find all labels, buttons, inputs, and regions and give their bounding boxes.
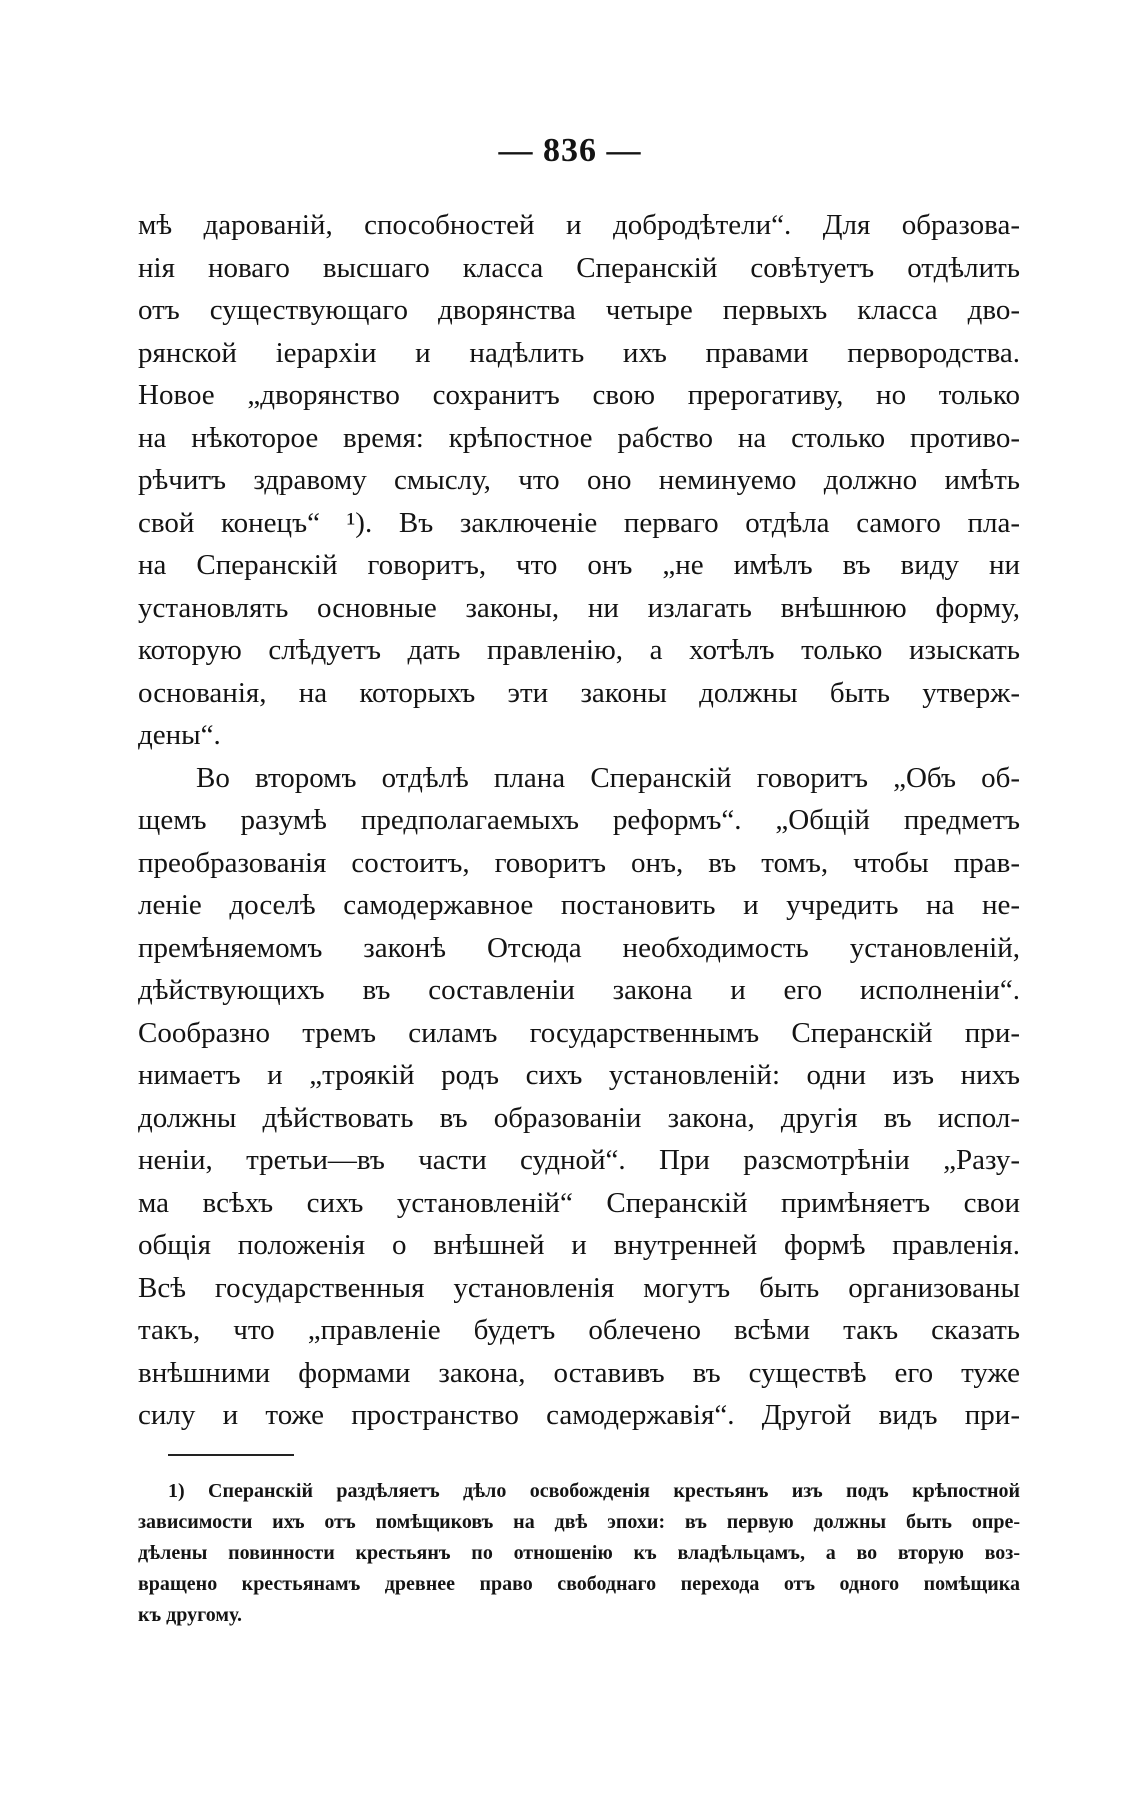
page-number: — 836 — (498, 132, 642, 169)
text-line: основанія, на которыхъ эти законы должны быть утверж- (138, 676, 1020, 709)
text-line: свой конецъ“ ¹). Въ заключеніе перваго отдѣла самого пла- (138, 506, 1020, 539)
text-line: Всѣ государственныя установленія могутъ быть организованы (138, 1271, 1020, 1304)
text-line: Новое „дворянство сохранитъ свою прерогативу, но только (138, 379, 1020, 411)
text-line: силу и тоже пространство самодержавія“. Другой видъ при- (138, 1399, 1020, 1431)
text-line: дены“. (138, 719, 221, 751)
footnote-line: зависимости ихъ отъ помѣщиковъ на двѣ эпохи: въ первую должны быть опре- (138, 1511, 1020, 1533)
text-line: Сообразно тремъ силамъ государственнымъ Сперанскій при- (138, 1016, 1020, 1049)
footnotes (138, 1476, 1020, 1631)
text-line: общія положенія о внѣшней и внутренней формѣ правленія. (138, 1229, 1020, 1261)
footnote-line: дѣлены повинности крестьянъ по отношенію къ владѣльцамъ, а во вторую воз- (138, 1542, 1020, 1564)
text-line: преобразованія состоитъ, говоритъ онъ, въ томъ, чтобы прав- (138, 846, 1020, 879)
text-line: мѣ дарованій, способностей и добродѣтели“. Для образова- (138, 209, 1020, 241)
text-line: которую слѣдуетъ дать правленію, а хотѣлъ только изыскать (138, 634, 1020, 666)
paragraph-start-line: Во второмъ отдѣлѣ плана Сперанскій говоритъ „Объ об- (196, 761, 1020, 794)
footnote-line: вращено крестьянамъ древнее право свободнаго перехода отъ одного помѣщика (138, 1573, 1020, 1595)
text-line: на нѣкоторое время: крѣпостное рабство на столько противо- (138, 421, 1020, 454)
text-line: такъ, что „правленіе будетъ облечено всѣми такъ сказать (138, 1314, 1020, 1346)
text-line: нія новаго высшаго класса Сперанскій совѣтуетъ отдѣлить (138, 251, 1020, 284)
text-line: нимаетъ и „троякій родъ сихъ установленій: одни изъ нихъ (138, 1059, 1020, 1091)
text-line: рянской іерархіи и надѣлить ихъ правами первородства. (138, 336, 1020, 369)
text-line: отъ существующаго дворянства четыре первыхъ класса дво- (138, 294, 1020, 326)
footnote-divider (168, 1454, 294, 1456)
text-line: на Сперанскій говоритъ, что онъ „не имѣлъ въ виду ни (138, 549, 1020, 581)
text-line: щемъ разумѣ предполагаемыхъ реформъ“. „Общій предметъ (138, 804, 1020, 836)
text-line: леніе доселѣ самодержавное постановить и учредить на не- (138, 889, 1020, 921)
text-line: премѣняемомъ законѣ Отсюда необходимость установленій, (138, 931, 1020, 964)
text-line: неніи, третьи—въ части судной“. При разсмотрѣніи „Разу- (138, 1144, 1020, 1176)
footnote-line: къ другому. (138, 1604, 242, 1626)
main-text (138, 204, 1020, 1437)
text-line: должны дѣйствовать въ образованіи закона, другія въ испол- (138, 1101, 1020, 1134)
text-line: рѣчитъ здравому смыслу, что оно неминуемо должно имѣть (138, 464, 1020, 496)
text-line: внѣшними формами закона, оставивъ въ существѣ его туже (138, 1356, 1020, 1389)
text-line: ма всѣхъ сихъ установленій“ Сперанскій примѣняетъ свои (138, 1186, 1020, 1219)
text-line: установлять основные законы, ни излагать внѣшнюю форму, (138, 591, 1020, 624)
text-line: дѣйствующихъ въ составленіи закона и его исполненіи“. (138, 974, 1020, 1006)
footnote-line: 1) Сперанскій раздѣляетъ дѣло освобожденія крестьянъ изъ подъ крѣпостной (168, 1480, 1020, 1502)
